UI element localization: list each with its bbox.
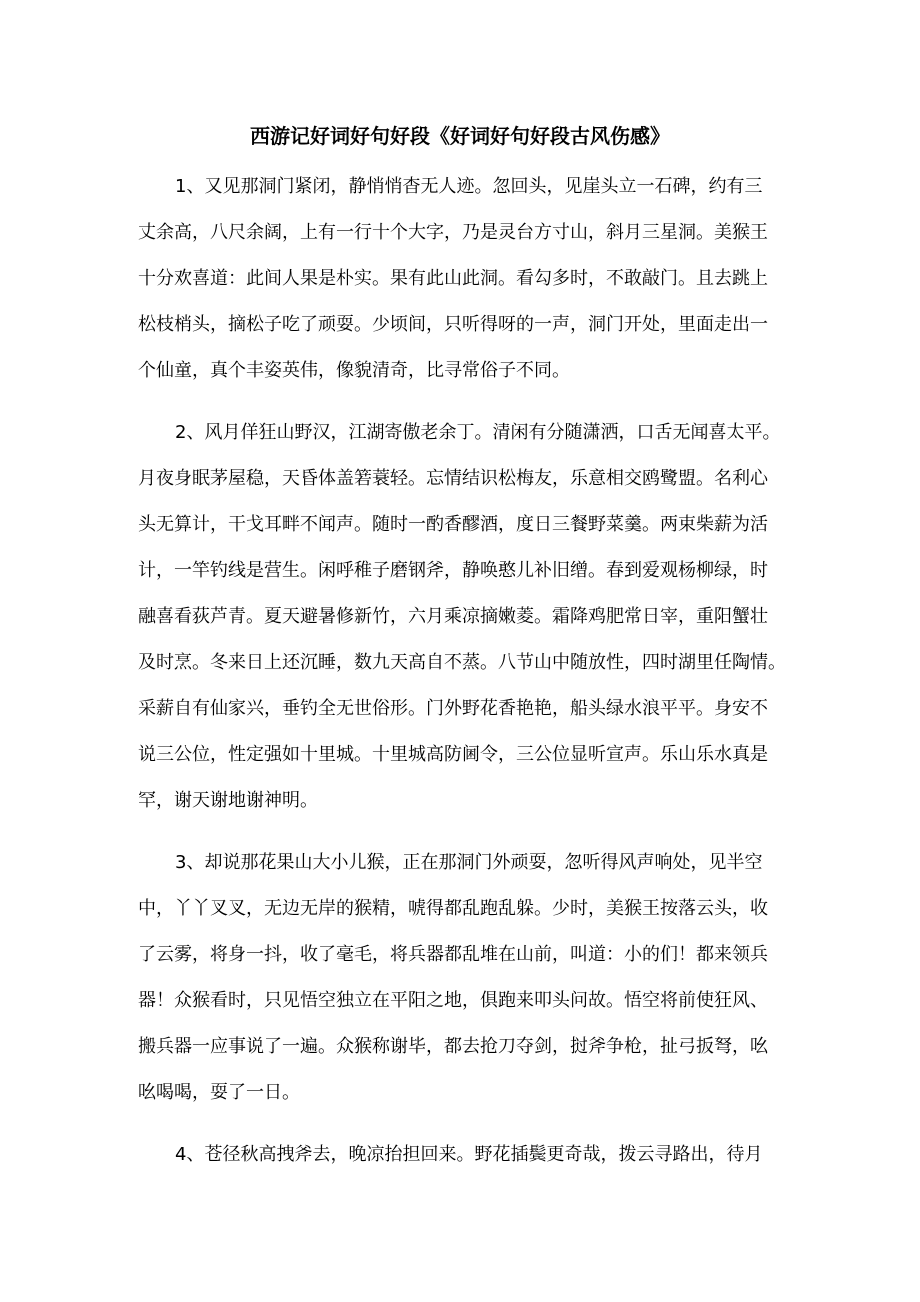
text-line: 3、却说那花果山大小儿猴，正在那洞门外顽耍，忽听得风声响处，见半空 <box>175 852 763 873</box>
paragraph-4 <box>138 1132 786 1178</box>
text-line: 说三公位，性定强如十里城。十里城高防阃令，三公位显听宣声。乐山乐水真是 <box>138 744 768 765</box>
text-line: 月夜身眠茅屋稳，天昏体盖箬蓑轻。忘情结识松梅友，乐意相交鸥鹭盟。名利心 <box>138 468 768 489</box>
text-line: 融喜看荻芦青。夏天避暑修新竹，六月乘凉摘嫩菱。霜降鸡肥常日宰，重阳蟹壮 <box>138 606 768 627</box>
document-body <box>138 164 786 1194</box>
text-line: 采薪自有仙家兴，垂钓全无世俗形。门外野花香艳艳，船头绿水浪平平。身安不 <box>138 698 768 719</box>
paragraph-2 <box>138 410 786 824</box>
text-line: 2、风月佯狂山野汉，江湖寄傲老余丁。清闲有分随潇洒，口舌无闻喜太平。 <box>175 422 781 443</box>
text-line: 及时烹。冬来日上还沉睡，数九天高自不蒸。八节山中随放性，四时湖里任陶情。 <box>138 652 786 673</box>
text-line: 搬兵器一应事说了一遍。众猴称谢毕，都去抢刀夺剑，挝斧争枪，扯弓扳弩，吆 <box>138 1036 768 1057</box>
text-line: 丈余高，八尺余阔，上有一行十个大字，乃是灵台方寸山，斜月三星洞。美猴王 <box>138 222 768 243</box>
text-line: 1、又见那洞门紧闭，静悄悄杳无人迹。忽回头，见崖头立一石碑，约有三 <box>175 176 763 197</box>
text-line: 松枝梢头，摘松子吃了顽耍。少顷间，只听得呀的一声，洞门开处，里面走出一 <box>138 314 768 335</box>
text-line: 个仙童，真个丰姿英伟，像貌清奇，比寻常俗子不同。 <box>138 360 570 381</box>
text-line: 十分欢喜道：此间人果是朴实。果有此山此洞。看勾多时，不敢敲门。且去跳上 <box>138 268 768 289</box>
text-line: 了云雾，将身一抖，收了毫毛，将兵器都乱堆在山前，叫道：小的们！都来领兵 <box>138 944 768 965</box>
paragraph-1 <box>138 164 786 394</box>
text-line: 器！众猴看时，只见悟空独立在平阳之地，俱跑来叩头问故。悟空将前使狂风、 <box>138 990 768 1011</box>
text-line: 罕，谢天谢地谢神明。 <box>138 790 318 811</box>
text-line: 吆喝喝，耍了一日。 <box>138 1082 300 1103</box>
text-line: 中，丫丫叉叉，无边无岸的猴精，唬得都乱跑乱躲。少时，美猴王按落云头，收 <box>138 898 768 919</box>
paragraph-3 <box>138 840 786 1116</box>
page-title: 西游记好词好句好段《好词好句好段古风伤感》 <box>250 124 670 148</box>
text-line: 4、苍径秋高拽斧去，晚凉抬担回来。野花插鬓更奇哉，拨云寻路出，待月 <box>175 1144 763 1165</box>
text-line: 计，一竿钓线是营生。闲呼稚子磨钢斧，静唤憨儿补旧缯。春到爱观杨柳绿，时 <box>138 560 768 581</box>
text-line: 头无算计，干戈耳畔不闻声。随时一酌香醪酒，度日三餐野菜羹。两束柴薪为活 <box>138 514 768 535</box>
